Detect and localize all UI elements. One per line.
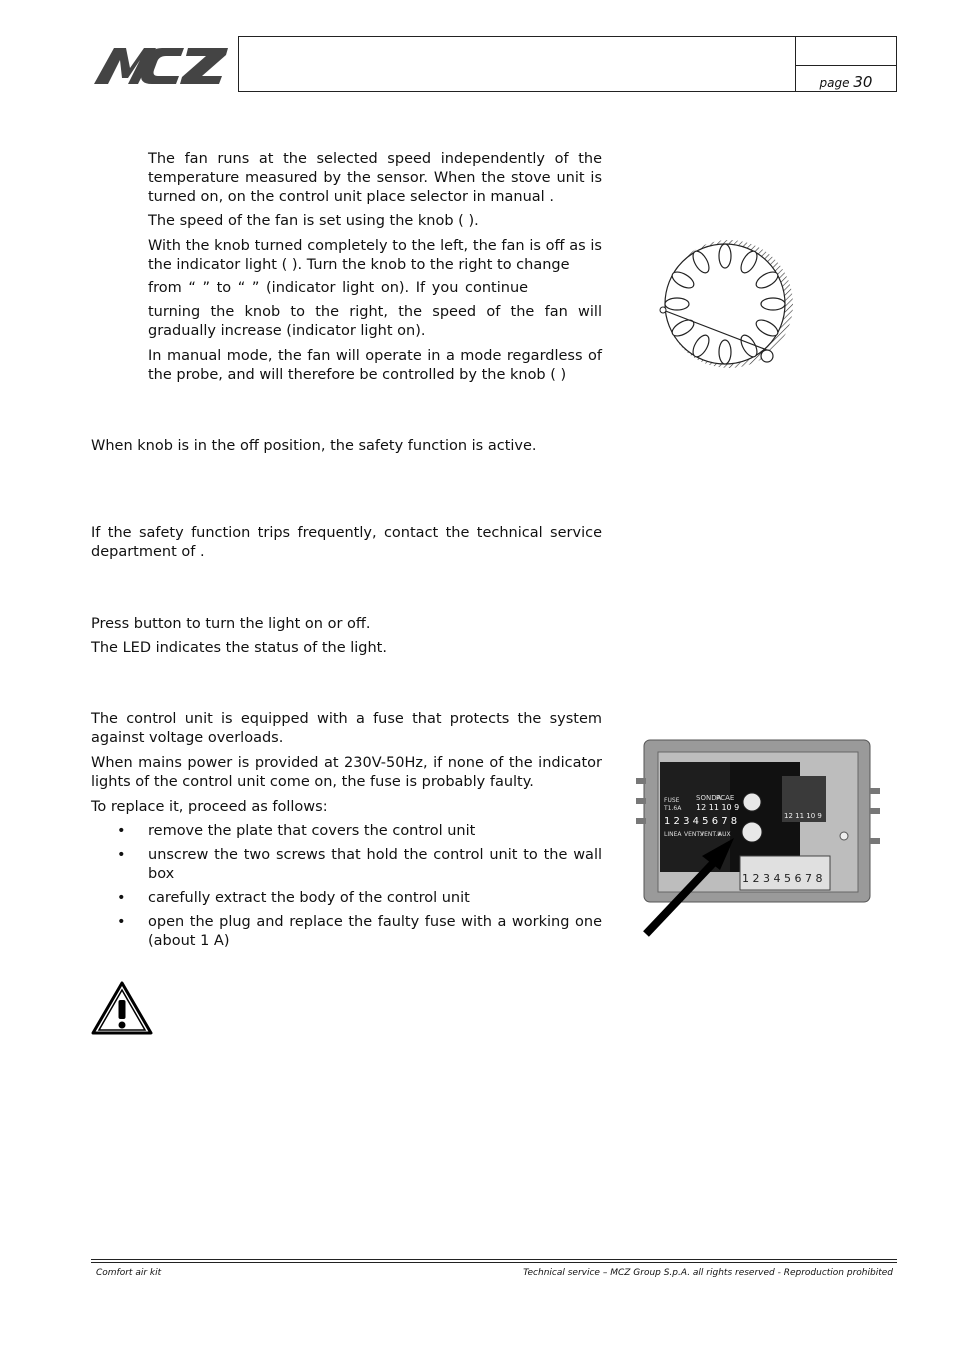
page-number: 30 xyxy=(853,73,873,91)
fan-knob-illustration xyxy=(655,238,803,370)
header-divider xyxy=(795,36,796,92)
fan-paragraph-1: The fan runs at the selected speed independently of the temperature measured by the sensor. When the stove unit is turned on, on the control unit place selector in manual . xyxy=(148,151,602,205)
fan-paragraph-3c: turning the knob to the right, the speed of the fan will gradually increase (indicator light on). xyxy=(148,304,602,339)
header-frame xyxy=(238,36,897,92)
fuse-steps-list xyxy=(91,822,602,956)
list-item: • carefully extract the body of the control unit xyxy=(117,890,470,906)
footer-left: Comfort air kit xyxy=(96,1268,162,1278)
header-divider-horizontal xyxy=(795,65,897,66)
panel-fuse-label: FUSE xyxy=(664,797,680,804)
footer-right: Technical service – MCZ Group S.p.A. all rights reserved - Reproduction prohibited xyxy=(523,1268,893,1278)
page-indicator xyxy=(800,73,892,91)
control-unit-illustration xyxy=(636,738,880,938)
fuse-paragraph-1: The control unit is equipped with a fuse that protects the system against voltage overloads. xyxy=(91,711,602,746)
panel-vent2-label: VENT.II xyxy=(700,831,721,838)
footer-rule xyxy=(91,1262,897,1263)
mcz-logo xyxy=(92,42,232,86)
fan-paragraph-3b: from “ ” to “ ” (indicator light on). If you continue xyxy=(148,280,529,296)
panel-linea-label: LINEA xyxy=(664,831,682,838)
panel-vent1-label: VENT.I xyxy=(684,831,704,838)
panel-fuse-rating: T1.6A xyxy=(664,805,682,812)
panel-sonda-label: SONDA xyxy=(696,794,722,802)
warning-icon xyxy=(90,980,154,1036)
light-paragraph-1: Press button to turn the light on or off. xyxy=(91,616,371,632)
light-paragraph-2: The LED indicates the status of the light. xyxy=(91,640,387,656)
panel-right-numbers: 12 11 10 9 xyxy=(784,812,822,820)
safety-paragraph-1: When knob is in the off position, the safety function is active. xyxy=(91,438,537,454)
panel-bottom-numbers: 1 2 3 4 5 6 7 8 xyxy=(664,816,738,827)
list-item: • unscrew the two screws that hold the control unit to the wall box xyxy=(117,847,602,882)
fuse-paragraph-3: To replace it, proceed as follows: xyxy=(91,799,328,815)
footer-rule xyxy=(91,1259,897,1260)
safety-paragraph-2: If the safety function trips frequently, contact the technical service department of . xyxy=(91,525,602,560)
panel-top-numbers: 12 11 10 9 xyxy=(696,803,740,812)
fan-paragraph-3a: With the knob turned completely to the left, the fan is off as is the indicator light ( ). Turn the knob to the right to change xyxy=(148,238,602,273)
panel-terminal-numbers: 1 2 3 4 5 6 7 8 xyxy=(742,872,823,885)
fan-paragraph-2: The speed of the fan is set using the knob ( ). xyxy=(148,213,479,229)
list-item: • remove the plate that covers the control unit xyxy=(117,823,476,839)
page-label: page xyxy=(819,76,850,90)
panel-pcae-label: PCAE xyxy=(716,794,735,802)
fan-paragraph-4: In manual mode, the fan will operate in a mode regardless of the probe, and will therefore be controlled by the knob ( ) xyxy=(148,348,602,383)
list-item: • open the plug and replace the faulty fuse with a working one (about 1 A) xyxy=(117,914,602,949)
fuse-paragraph-2: When mains power is provided at 230V-50Hz, if none of the indicator lights of the control unit come on, the fuse is probably faulty. xyxy=(91,755,602,790)
panel-aux-label: AUX xyxy=(718,831,731,838)
